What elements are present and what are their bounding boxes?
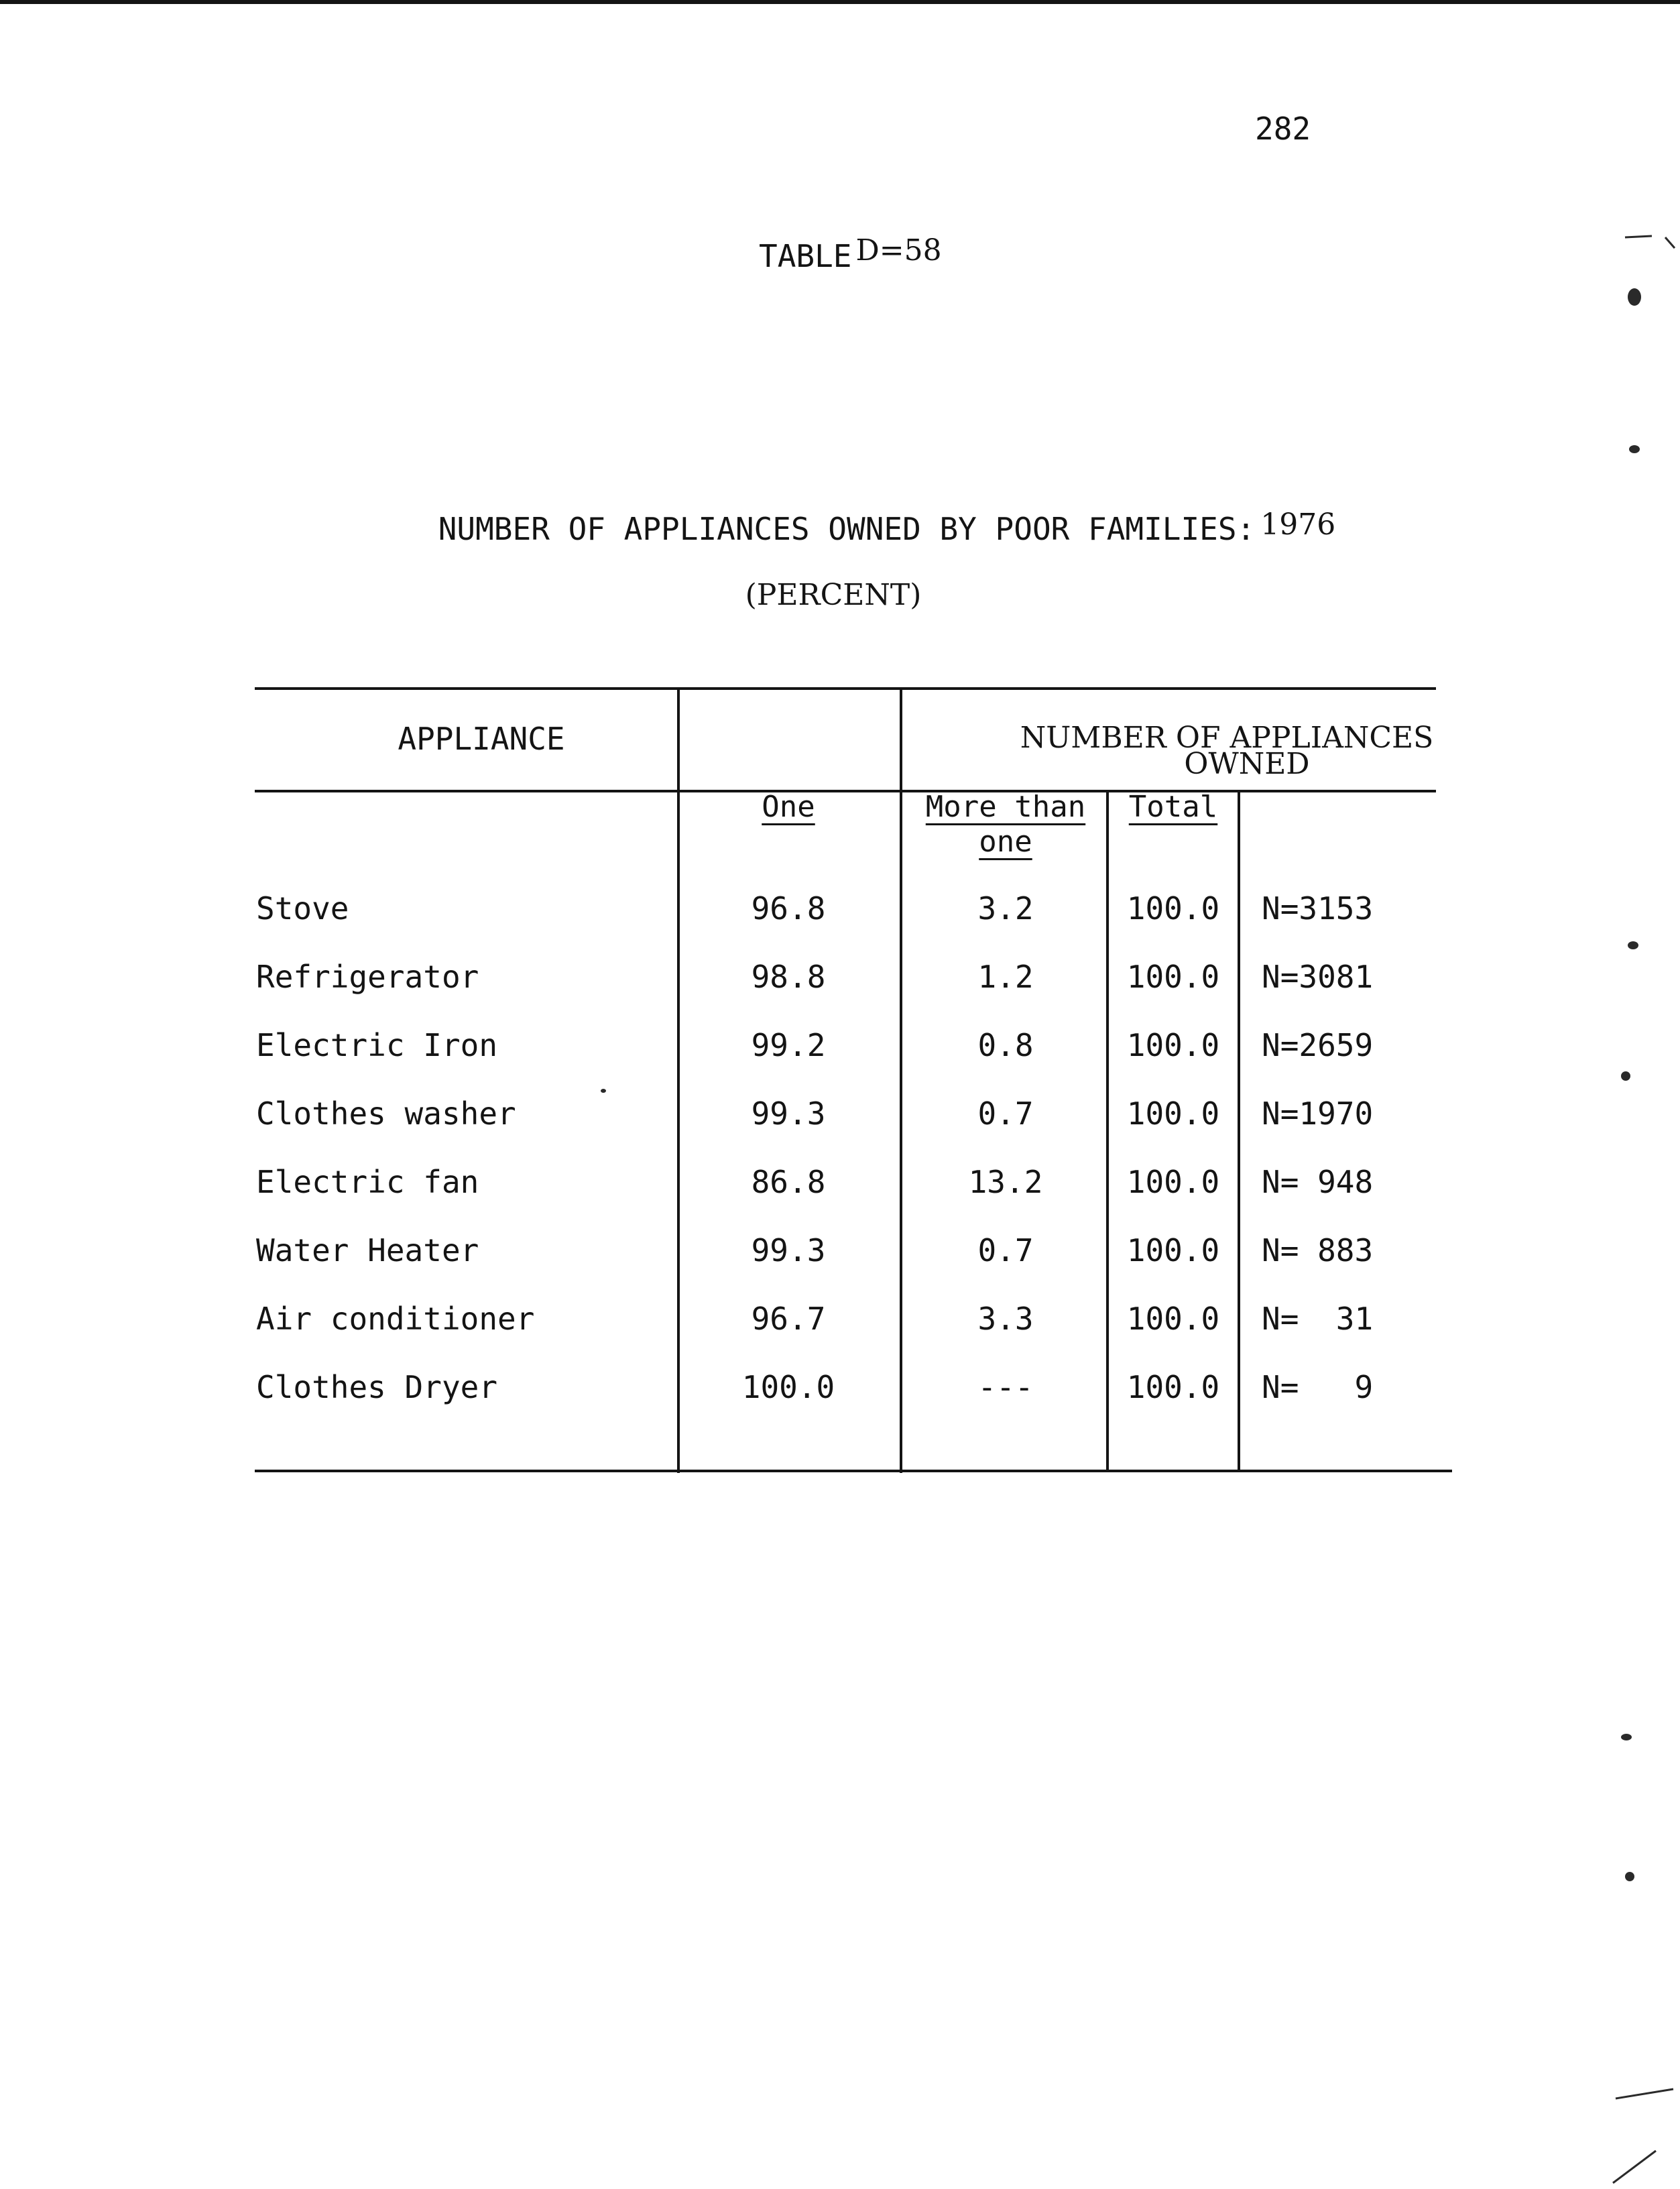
table-bottom-rule <box>255 1470 1452 1472</box>
scan-streak <box>1622 228 1676 255</box>
subheader-one: One <box>762 790 815 824</box>
cell-total: 100.0 <box>1126 1096 1220 1132</box>
header-number-line1: NUMBER OF APPLIANCES <box>1020 721 1434 755</box>
header-number-line2: OWNED <box>1184 747 1310 781</box>
column-divider-2 <box>900 687 902 1473</box>
cell-n: N=2659 <box>1262 1027 1374 1063</box>
scan-speck <box>1625 1872 1634 1881</box>
column-divider-4 <box>1238 791 1240 1472</box>
cell-total: 100.0 <box>1126 1164 1220 1200</box>
subheader-total: Total <box>1128 790 1218 824</box>
cell-total: 100.0 <box>1126 1369 1220 1405</box>
cell-more-than-one: 0.7 <box>977 1096 1034 1132</box>
cell-n: N=3081 <box>1262 959 1374 995</box>
cell-one: 99.2 <box>751 1027 826 1063</box>
cell-appliance: Electric Iron <box>256 1027 498 1063</box>
header-number-of-appliances <box>1019 721 1435 781</box>
scan-top-border <box>0 0 1680 4</box>
cell-one: 96.7 <box>751 1301 826 1337</box>
cell-total: 100.0 <box>1126 1027 1220 1063</box>
subheader-more-than-one <box>905 790 1106 860</box>
page-number: 282 <box>1255 111 1311 147</box>
cell-more-than-one: 1.2 <box>977 959 1034 995</box>
cell-one: 99.3 <box>751 1096 826 1132</box>
scan-speck <box>1621 1071 1630 1081</box>
table-top-rule <box>255 687 1436 690</box>
table-subtitle: (PERCENT) <box>745 578 922 612</box>
cell-more-than-one: 0.8 <box>977 1027 1034 1063</box>
cell-more-than-one: 3.2 <box>977 890 1034 927</box>
cell-more-than-one: 3.3 <box>977 1301 1034 1337</box>
table-label-text: TABLE <box>759 238 852 274</box>
scan-speck <box>1629 445 1640 453</box>
cell-n: N=1970 <box>1262 1096 1374 1132</box>
table-label <box>759 233 942 274</box>
cell-n: N= 948 <box>1262 1164 1374 1200</box>
cell-n: N= 9 <box>1262 1369 1374 1405</box>
scan-speck <box>1628 288 1641 306</box>
cell-more-than-one: --- <box>977 1369 1034 1405</box>
cell-n: N=3153 <box>1262 890 1374 927</box>
cell-one: 99.3 <box>751 1232 826 1268</box>
scan-speck <box>1621 1734 1632 1740</box>
cell-one: 98.8 <box>751 959 826 995</box>
table-title-text: NUMBER OF APPLIANCES OWNED BY POOR FAMILIES: <box>438 511 1256 547</box>
cell-n: N= 31 <box>1262 1301 1374 1337</box>
cell-one: 100.0 <box>741 1369 835 1405</box>
cell-more-than-one: 0.7 <box>977 1232 1034 1268</box>
scan-streak <box>1609 2065 1676 2186</box>
table-id: D=58 <box>855 233 942 268</box>
cell-one: 86.8 <box>751 1164 826 1200</box>
cell-n: N= 883 <box>1262 1232 1374 1268</box>
cell-more-than-one: 13.2 <box>968 1164 1043 1200</box>
subheader-more-line1: More than <box>925 790 1086 824</box>
cell-appliance: Clothes Dryer <box>256 1369 498 1405</box>
cell-total: 100.0 <box>1126 959 1220 995</box>
cell-one: 96.8 <box>751 890 826 927</box>
cell-total: 100.0 <box>1126 1232 1220 1268</box>
cell-appliance: Stove <box>256 890 349 927</box>
cell-total: 100.0 <box>1126 890 1220 927</box>
scan-speck <box>1628 941 1638 949</box>
scan-speck <box>601 1089 606 1093</box>
cell-appliance: Refrigerator <box>256 959 479 995</box>
cell-appliance: Clothes washer <box>256 1096 516 1132</box>
table-title-year: 1976 <box>1260 508 1336 542</box>
cell-total: 100.0 <box>1126 1301 1220 1337</box>
header-appliance: APPLIANCE <box>398 721 565 757</box>
cell-appliance: Air conditioner <box>256 1301 535 1337</box>
table-title <box>0 508 1680 547</box>
cell-appliance: Electric fan <box>256 1164 479 1200</box>
subheader-more-line2: one <box>979 825 1032 859</box>
cell-appliance: Water Heater <box>256 1232 479 1268</box>
